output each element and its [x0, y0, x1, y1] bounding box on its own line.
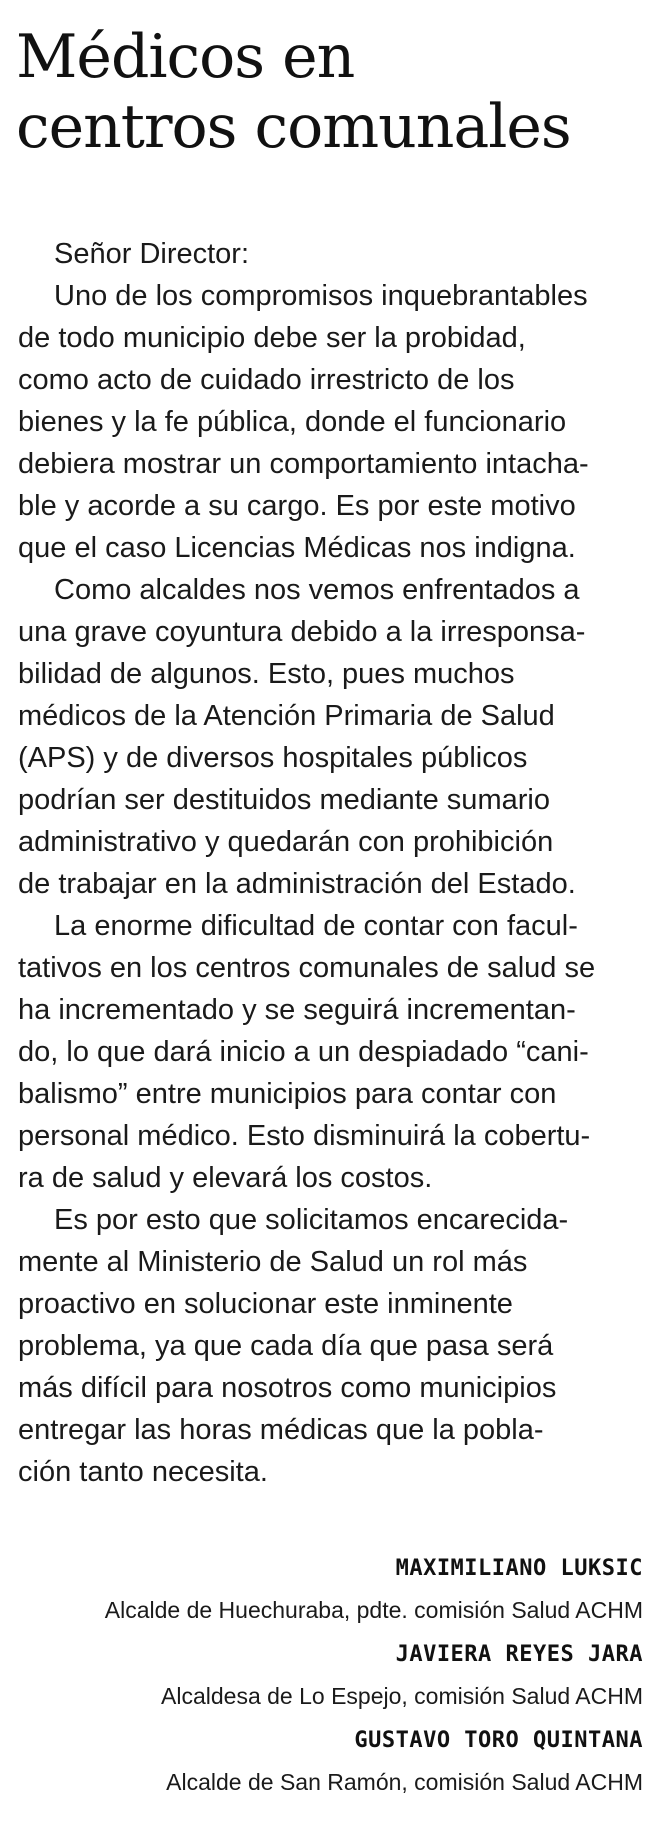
body-line: de trabajar en la administración del Estado. [18, 868, 576, 900]
body-line: balismo” entre municipios para contar con [18, 1078, 557, 1110]
body-line: ha incrementado y se seguirá incrementan- [18, 994, 576, 1026]
body-line: proactivo en solucionar este inminente [18, 1288, 513, 1320]
signatory-name: GUSTAVO TORO QUINTANA [354, 1728, 643, 1753]
body-line: como acto de cuidado irrestricto de los [18, 364, 515, 396]
body-line: ble y acorde a su cargo. Es por este motivo [18, 490, 576, 522]
body-line: podrían ser destituidos mediante sumario [18, 784, 550, 816]
signatory-role: Alcalde de Huechuraba, pdte. comisión Salud ACHM [104, 1597, 643, 1623]
body-line: más difícil para nosotros como municipios [18, 1372, 557, 1404]
signatory-role: Alcaldesa de Lo Espejo, comisión Salud ACHM [161, 1683, 643, 1709]
body-line: personal médico. Esto disminuirá la cobertu- [18, 1120, 591, 1152]
body-line: una grave coyuntura debido a la irresponsa- [18, 616, 586, 648]
body-line: de todo municipio debe ser la probidad, [18, 322, 526, 354]
body-line: bilidad de algunos. Esto, pues muchos [18, 658, 515, 690]
signatory-name: JAVIERA REYES JARA [395, 1642, 643, 1667]
body-line: (APS) y de diversos hospitales públicos [18, 742, 528, 774]
body-line: mente al Ministerio de Salud un rol más [18, 1246, 528, 1278]
signatory-role: Alcalde de San Ramón, comisión Salud ACHM [166, 1769, 643, 1795]
body-line: Uno de los compromisos inquebrantables [54, 280, 588, 312]
body-line: Señor Director: [54, 238, 250, 270]
body-line: do, lo que dará inicio a un despiadado “cani- [18, 1036, 589, 1068]
body-line: médicos de la Atención Primaria de Salud [18, 700, 555, 732]
body-line: que el caso Licencias Médicas nos indigna. [18, 532, 576, 564]
body-line: problema, ya que cada día que pasa será [18, 1330, 554, 1362]
body-line: entregar las horas médicas que la pobla- [18, 1414, 544, 1446]
body-line: Como alcaldes nos vemos enfrentados a [54, 574, 580, 606]
body-line: La enorme dificultad de contar con facul- [54, 910, 578, 942]
body-line: Es por esto que solicitamos encarecida- [54, 1204, 569, 1236]
headline-line-2: centros comunales [16, 92, 571, 162]
body-line: debiera mostrar un comportamiento intacha- [18, 448, 589, 480]
body-line: bienes y la fe pública, donde el funcionario [18, 406, 567, 438]
headline [16, 22, 656, 162]
body-line: ción tanto necesita. [18, 1456, 268, 1488]
letter-body [18, 233, 658, 1493]
signature-block [3, 1550, 643, 1808]
body-line: administrativo y quedarán con prohibición [18, 826, 554, 858]
body-line: tativos en los centros comunales de salud se [18, 952, 596, 984]
signatory-name: MAXIMILIANO LUKSIC [395, 1556, 643, 1581]
headline-line-1: Médicos en [16, 22, 355, 92]
body-line: ra de salud y elevará los costos. [18, 1162, 433, 1194]
